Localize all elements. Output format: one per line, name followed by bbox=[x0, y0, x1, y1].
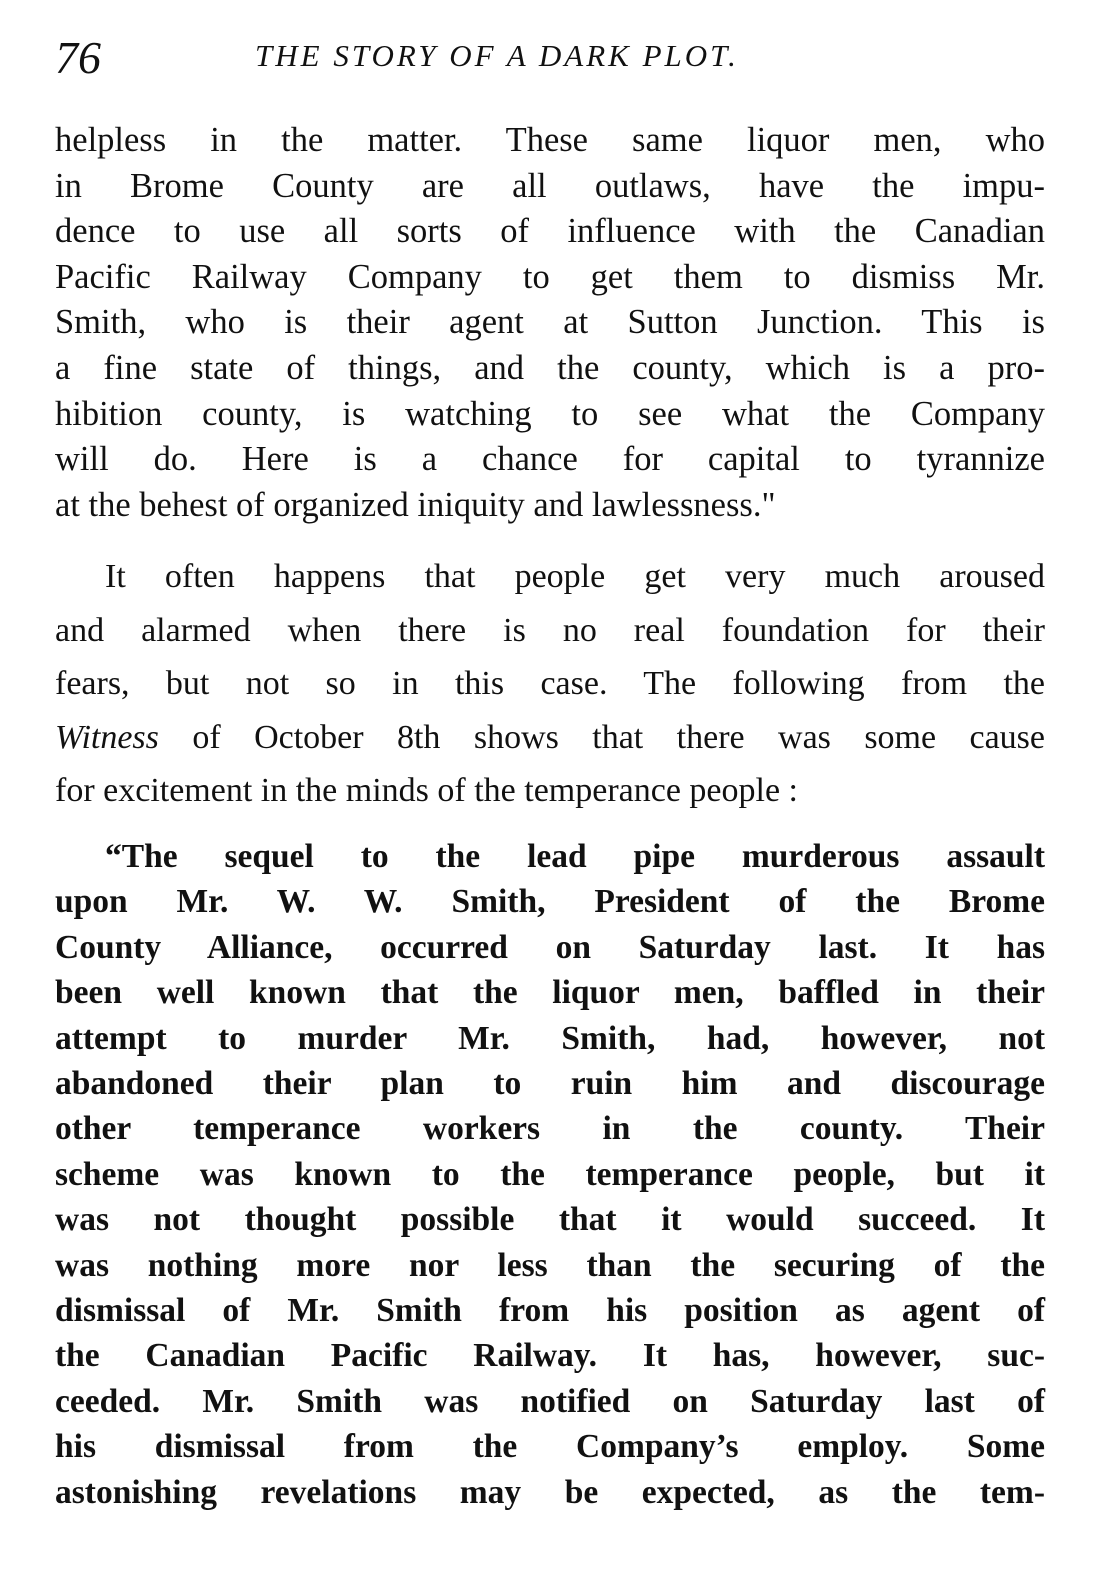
running-title: THE STORY OF A DARK PLOT. bbox=[255, 38, 739, 73]
text-line: It often happens that people get very much aroused bbox=[105, 558, 1045, 595]
text-line: “The sequel to the lead pipe murderous assault bbox=[105, 838, 1045, 875]
text-line: scheme was known to the temperance people, but it bbox=[55, 1155, 1045, 1193]
text-line: upon Mr. W. W. Smith, President of the Brome bbox=[55, 883, 1045, 921]
text-line: County Alliance, occurred on Saturday last. It has bbox=[55, 928, 1045, 966]
text-line: helpless in the matter. These same liquor men, who bbox=[55, 121, 1045, 159]
page-number: 76 bbox=[55, 32, 101, 83]
text-line: hibition county, is watching to see what the Company bbox=[55, 394, 1045, 433]
text-line: at the behest of organized iniquity and lawlessness." bbox=[55, 485, 776, 524]
text-line: and alarmed when there is no real foundation for their bbox=[55, 611, 1045, 649]
text-line: was nothing more nor less than the securing of the bbox=[55, 1246, 1045, 1284]
text-line-rest: of October 8th shows that there was some cause bbox=[192, 718, 1046, 756]
text-line: fears, but not so in this case. The following from the bbox=[55, 665, 1045, 702]
quoted-paragraph bbox=[55, 834, 1045, 1515]
text-line: been well known that the liquor men, baffled in their bbox=[55, 974, 1045, 1012]
text-line: will do. Here is a chance for capital to tyrannize bbox=[55, 440, 1045, 479]
text-line: a fine state of things, and the county, which is a pro- bbox=[55, 348, 1045, 387]
text-line: abandoned their plan to ruin him and discourage bbox=[55, 1065, 1045, 1103]
text-line: other temperance workers in the county. Their bbox=[55, 1110, 1045, 1148]
text-line: Smith, who is their agent at Sutton Junction. This is bbox=[55, 303, 1045, 342]
text-line: was not thought possible that it would succeed. It bbox=[55, 1201, 1045, 1239]
paragraph-2 bbox=[55, 550, 1045, 818]
text-line: dence to use all sorts of influence with the Canadian bbox=[55, 212, 1045, 251]
text-line: dismissal of Mr. Smith from his position as agent of bbox=[55, 1292, 1045, 1330]
text-line: his dismissal from the Company’s employ. Some bbox=[55, 1428, 1045, 1466]
text-line: astonishing revelations may be expected, as the tem- bbox=[55, 1473, 1045, 1511]
paragraph-1 bbox=[55, 118, 1045, 528]
text-line: for excitement in the minds of the temperance people : bbox=[55, 772, 799, 809]
text-line: the Canadian Pacific Railway. It has, however, suc- bbox=[55, 1337, 1045, 1375]
text-line: Pacific Railway Company to get them to dismiss Mr. bbox=[55, 257, 1045, 296]
text-line: in Brome County are all outlaws, have the impu- bbox=[55, 166, 1045, 205]
text-line: ceeded. Mr. Smith was notified on Saturday last of bbox=[55, 1382, 1045, 1420]
text-line: attempt to murder Mr. Smith, had, however, not bbox=[55, 1019, 1045, 1057]
text-line-with-italic bbox=[55, 711, 1045, 765]
running-head bbox=[55, 28, 1045, 88]
italic-title-witness: Witness bbox=[55, 718, 159, 756]
